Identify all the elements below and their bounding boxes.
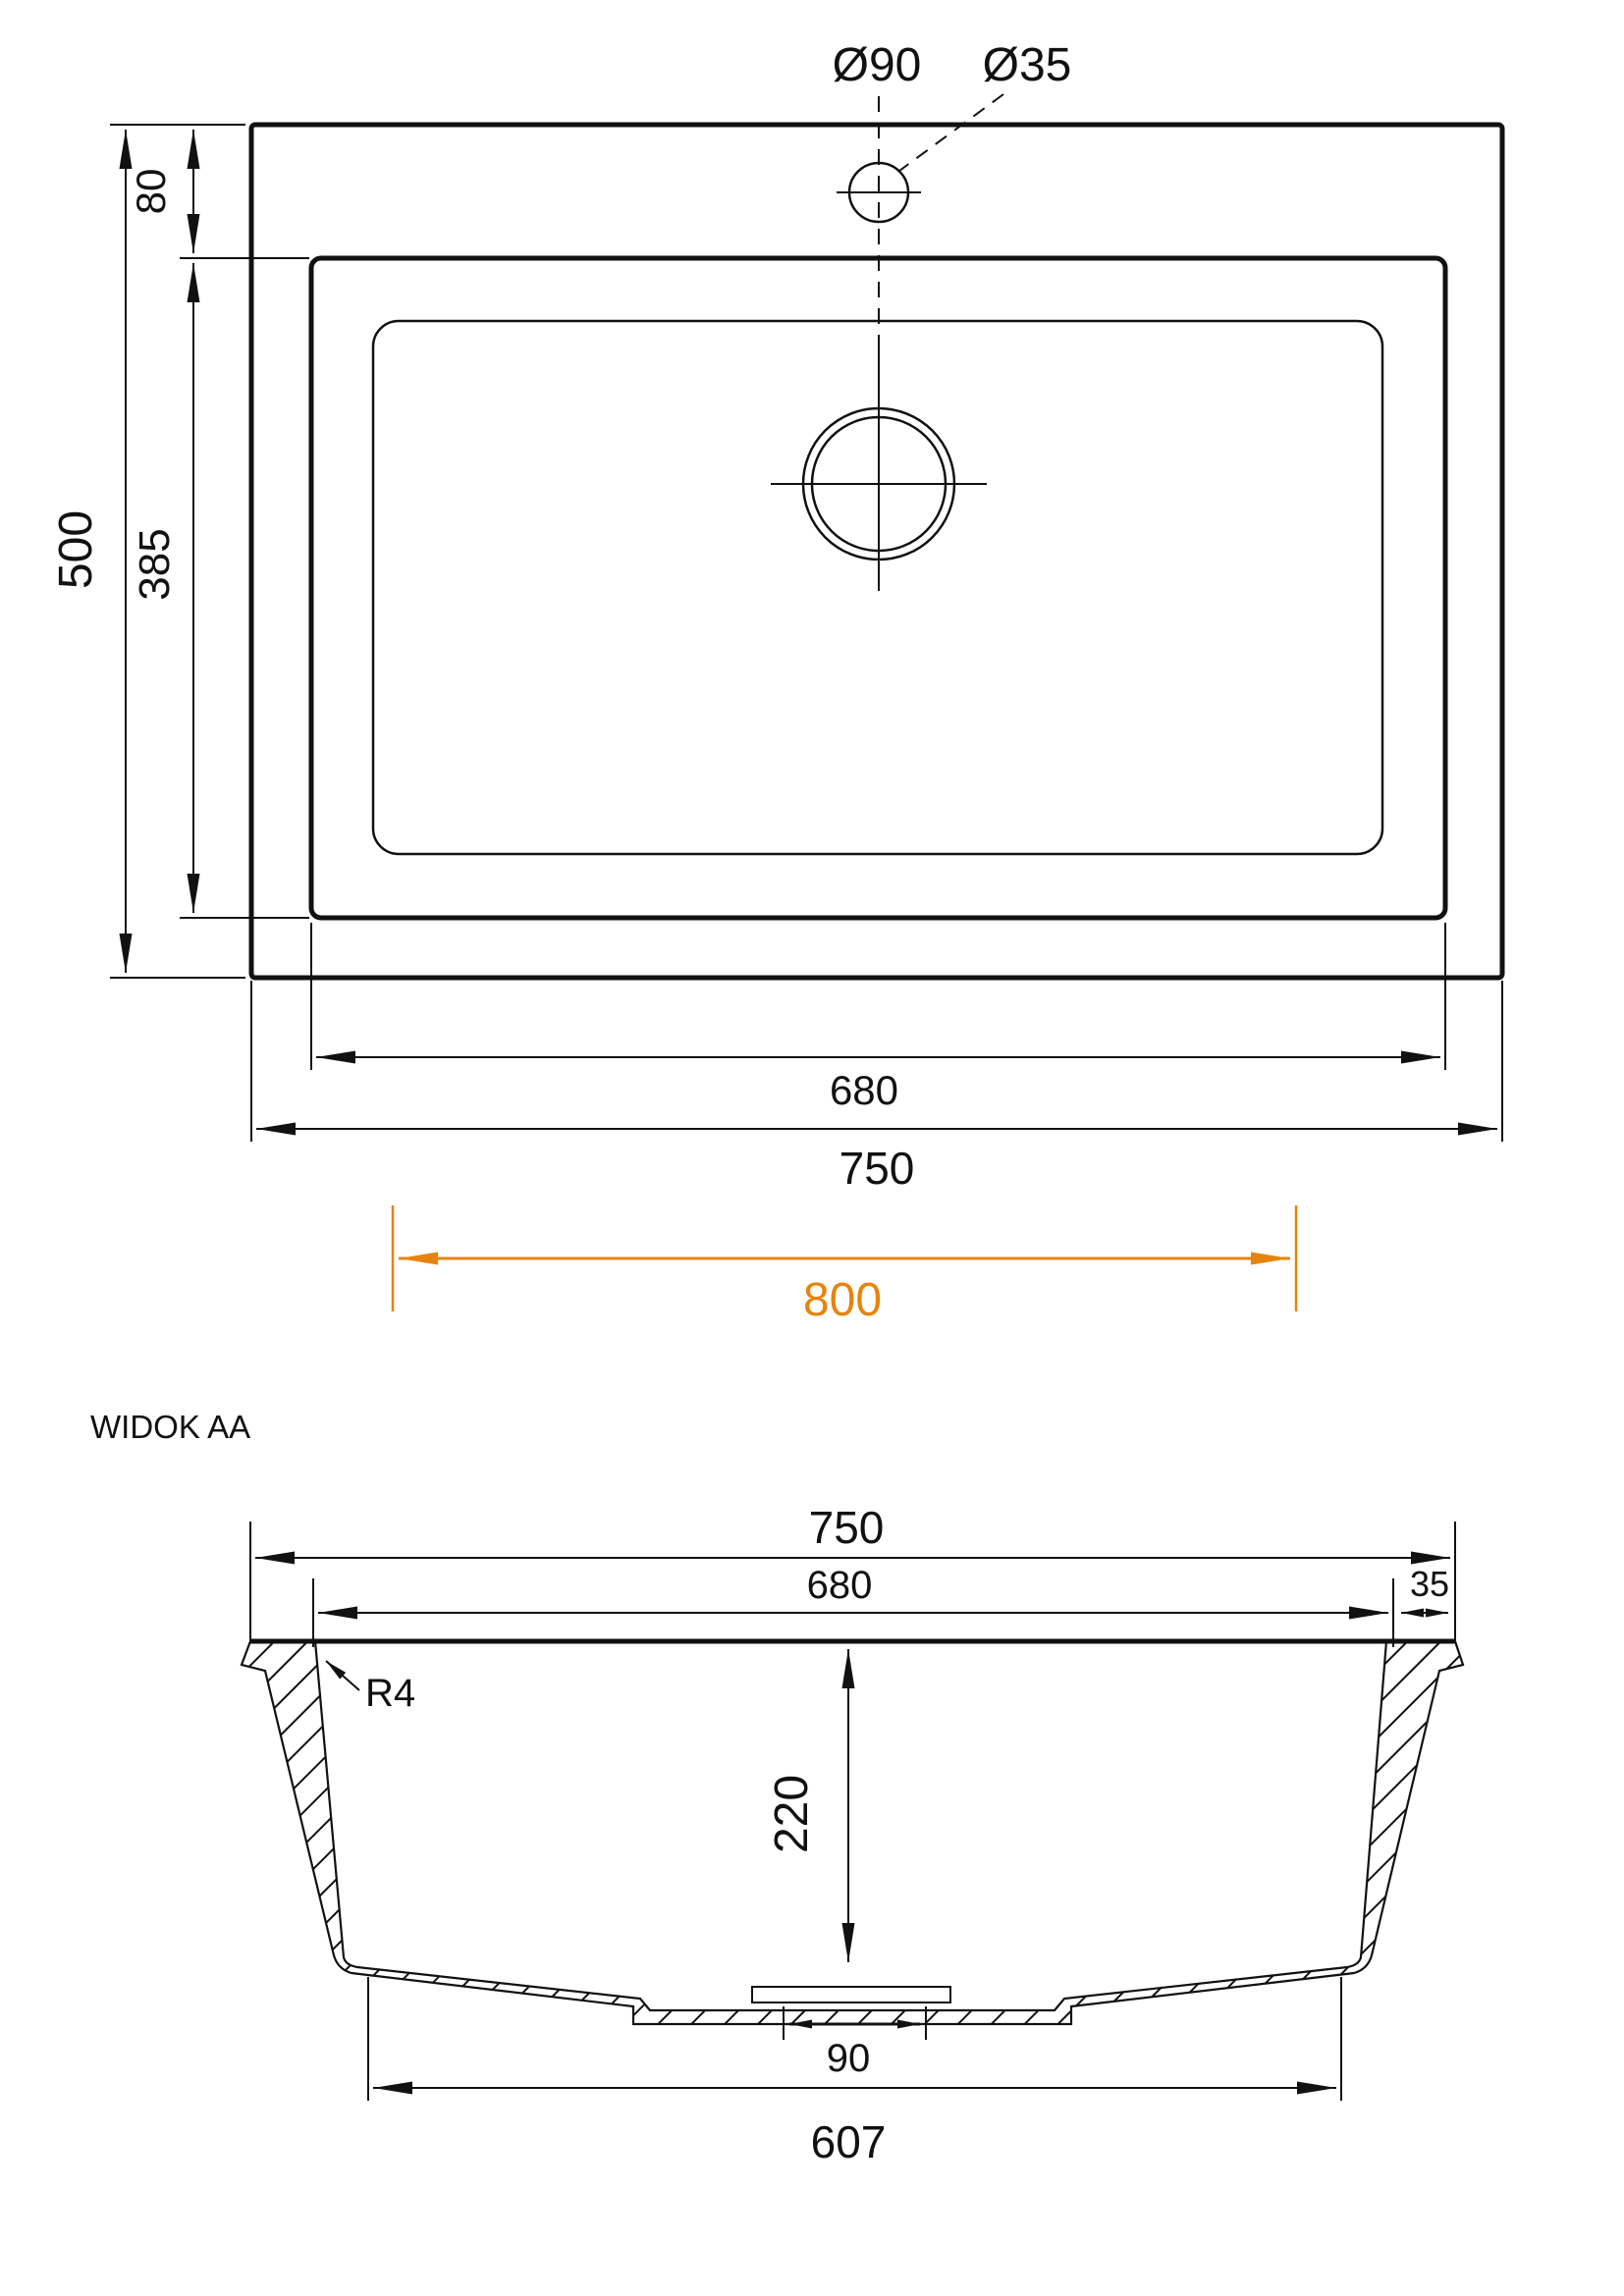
label-500: 500 — [50, 509, 102, 590]
dim-500 — [50, 130, 126, 973]
label-90: 90 — [826, 2037, 871, 2080]
label-r4: R4 — [365, 1672, 416, 1715]
label-680: 680 — [829, 1067, 899, 1113]
dim-680 — [316, 1057, 1440, 1113]
dim-220 — [766, 1649, 848, 1962]
dim-r4 — [326, 1661, 415, 1715]
dim-750 — [256, 1129, 1497, 1194]
label-sec-750: 750 — [808, 1502, 885, 1553]
drain-flange — [752, 1987, 950, 2002]
dim-sec-35 — [1401, 1564, 1449, 1613]
label-800: 800 — [802, 1274, 883, 1326]
section-view — [90, 1409, 1463, 2167]
label-220: 220 — [766, 1774, 818, 1854]
faucet-leader-dashed — [899, 94, 1003, 171]
section-title: WIDOK AA — [90, 1409, 251, 1445]
section-wall-profile — [242, 1641, 1463, 2024]
label-80: 80 — [128, 168, 174, 215]
label-faucet-diameter: Ø35 — [982, 39, 1072, 91]
label-sec-35: 35 — [1409, 1564, 1450, 1604]
dim-800-cabinet — [393, 1205, 1296, 1326]
top-view — [50, 39, 1502, 1326]
label-385: 385 — [131, 528, 179, 601]
dim-sec-750 — [255, 1502, 1450, 1558]
dim-385 — [131, 263, 193, 913]
dim-80 — [128, 130, 193, 253]
dim-sec-680 — [318, 1564, 1388, 1613]
label-607: 607 — [810, 2116, 887, 2167]
label-drain-diameter: Ø90 — [832, 39, 922, 91]
label-750: 750 — [839, 1143, 915, 1194]
label-sec-680: 680 — [806, 1564, 873, 1607]
